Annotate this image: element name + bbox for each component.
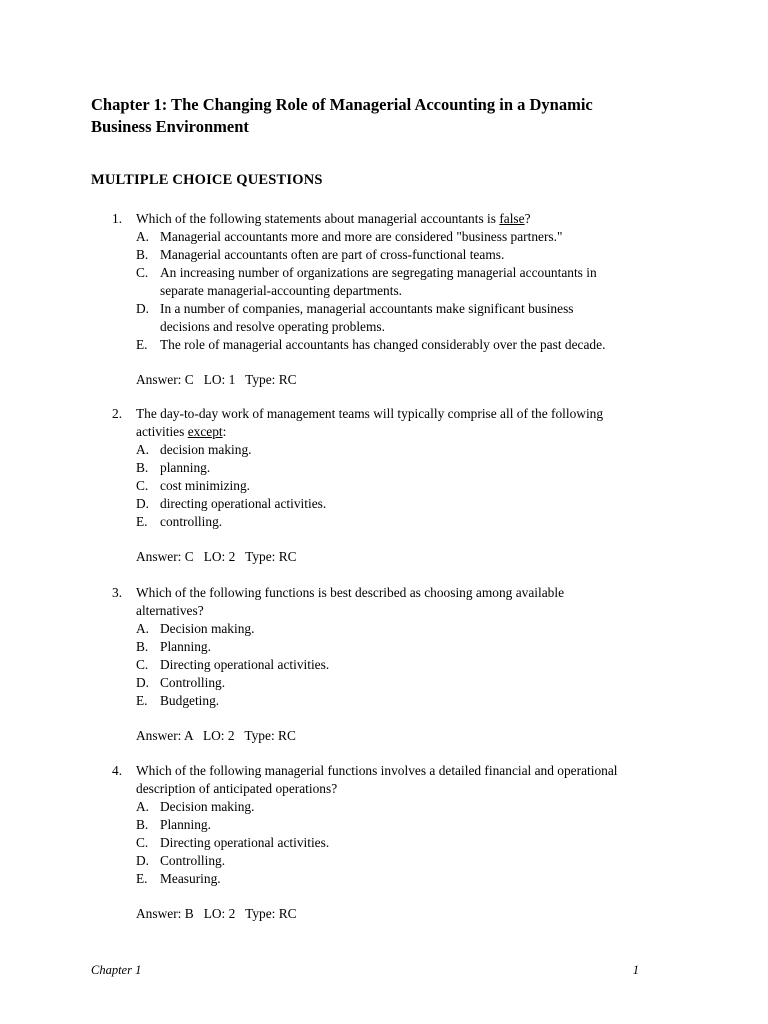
- answer-option: [112, 816, 712, 834]
- option-text: Decision making.: [160, 799, 255, 814]
- question-number: 2.: [112, 406, 123, 421]
- question-stem-text: [136, 423, 226, 441]
- answer-option: [112, 246, 712, 264]
- answer-key: Answer: A LO: 2 Type: RC: [136, 728, 296, 743]
- option-letter: B.: [136, 817, 149, 832]
- footer-chapter-label: Chapter 1: [91, 963, 142, 977]
- option-text: separate managerial-accounting departments.: [160, 283, 403, 298]
- option-letter: D.: [136, 301, 150, 316]
- option-letter: A.: [136, 442, 150, 457]
- page-title-line-2: Business Environment: [91, 117, 249, 136]
- option-letter: C.: [136, 478, 149, 493]
- answer-option: [112, 300, 712, 318]
- option-text: Budgeting.: [160, 693, 220, 708]
- answer-key: Answer: C LO: 1 Type: RC: [136, 372, 297, 387]
- question-item: [112, 584, 712, 745]
- option-letter: A.: [136, 799, 150, 814]
- answer-option: [112, 620, 712, 638]
- option-letter: B.: [136, 460, 149, 475]
- answer-option: [112, 852, 712, 870]
- question-number: 4.: [112, 763, 123, 778]
- option-text: Directing operational activities.: [160, 657, 330, 672]
- question-stem-segment: activities: [136, 424, 188, 439]
- page-title: [91, 94, 691, 138]
- answer-option: [112, 228, 712, 246]
- question-stem-line: [112, 584, 712, 602]
- question-number: 1.: [112, 211, 123, 226]
- option-letter: A.: [136, 229, 150, 244]
- option-text: An increasing number of organizations are segregating managerial accountants in: [160, 265, 597, 280]
- question-stem-text: [136, 210, 531, 228]
- option-letter: C.: [136, 265, 149, 280]
- question-number: 3.: [112, 585, 123, 600]
- answer-option: [112, 336, 712, 354]
- option-text: Measuring.: [160, 871, 221, 886]
- question-stem-line: [112, 780, 712, 798]
- answer-option: [112, 441, 712, 459]
- option-text: Decision making.: [160, 621, 255, 636]
- question-stem-line: [112, 423, 712, 441]
- question-stem-text: [136, 762, 618, 780]
- question-stem-segment: Which of the following functions is best described as choosing among available: [136, 585, 565, 600]
- option-letter: C.: [136, 657, 149, 672]
- question-stem-segment: ?: [524, 211, 531, 226]
- option-letter: E.: [136, 693, 148, 708]
- answer-key: Answer: B LO: 2 Type: RC: [136, 906, 297, 921]
- question-item: [112, 762, 712, 923]
- option-text: Directing operational activities.: [160, 835, 330, 850]
- question-stem-line: [112, 762, 712, 780]
- question-item: [112, 210, 712, 389]
- option-letter: A.: [136, 621, 150, 636]
- answer-option: [112, 513, 712, 531]
- footer-page-number: 1: [632, 963, 639, 977]
- option-text: Planning.: [160, 817, 211, 832]
- answer-option: [112, 459, 712, 477]
- option-text: planning.: [160, 460, 211, 475]
- section-heading: MULTIPLE CHOICE QUESTIONS: [91, 172, 323, 188]
- question-stem-segment: Which of the following statements about managerial accountants is: [136, 211, 500, 226]
- option-letter: E.: [136, 871, 148, 886]
- option-letter: C.: [136, 835, 149, 850]
- option-letter: B.: [136, 639, 149, 654]
- option-letter: E.: [136, 514, 148, 529]
- question-stem-text: [136, 584, 564, 602]
- question-item: [112, 405, 712, 566]
- answer-option: [112, 282, 712, 300]
- question-stem-segment: The day-to-day work of management teams will typically comprise all of the following: [136, 406, 604, 421]
- question-stem-line: [112, 405, 712, 423]
- question-stem-segment: alternatives?: [136, 603, 204, 618]
- answer-option: [112, 495, 712, 513]
- option-text: The role of managerial accountants has changed considerably over the past decade.: [160, 337, 606, 352]
- question-stem-segment: description of anticipated operations?: [136, 781, 338, 796]
- option-letter: D.: [136, 675, 150, 690]
- question-stem-emphasis: false: [499, 211, 525, 226]
- answer-option: [112, 798, 712, 816]
- option-text: decision making.: [160, 442, 252, 457]
- question-stem-segment: Which of the following managerial functions involves a detailed financial and operational: [136, 763, 618, 778]
- answer-option: [112, 674, 712, 692]
- option-text: Managerial accountants often are part of cross-functional teams.: [160, 247, 505, 262]
- option-letter: E.: [136, 337, 148, 352]
- question-stem-line: [112, 602, 712, 620]
- answer-option: [112, 477, 712, 495]
- question-stem-text: [136, 602, 204, 620]
- option-letter: B.: [136, 247, 149, 262]
- question-stem-segment: :: [222, 424, 227, 439]
- question-stem-text: [136, 405, 603, 423]
- answer-option: [112, 264, 712, 282]
- option-text: Managerial accountants more and more are considered "business partners.": [160, 229, 563, 244]
- option-text: Controlling.: [160, 675, 226, 690]
- answer-option: [112, 870, 712, 888]
- option-letter: D.: [136, 496, 150, 511]
- answer-option: [112, 638, 712, 656]
- answer-key: Answer: C LO: 2 Type: RC: [136, 549, 297, 564]
- option-text: In a number of companies, managerial accountants make significant business: [160, 301, 574, 316]
- option-text: cost minimizing.: [160, 478, 251, 493]
- question-stem-text: [136, 780, 337, 798]
- answer-option: [112, 318, 712, 336]
- option-text: Planning.: [160, 639, 211, 654]
- answer-option: [112, 834, 712, 852]
- page-title-line-1: Chapter 1: The Changing Role of Managerial Accounting in a Dynamic: [91, 95, 593, 114]
- option-text: controlling.: [160, 514, 223, 529]
- answer-option: [112, 656, 712, 674]
- question-stem-line: [112, 210, 712, 228]
- answer-option: [112, 692, 712, 710]
- option-letter: D.: [136, 853, 150, 868]
- question-stem-emphasis: except: [187, 424, 223, 439]
- option-text: decisions and resolve operating problems.: [160, 319, 385, 334]
- option-text: directing operational activities.: [160, 496, 327, 511]
- option-text: Controlling.: [160, 853, 226, 868]
